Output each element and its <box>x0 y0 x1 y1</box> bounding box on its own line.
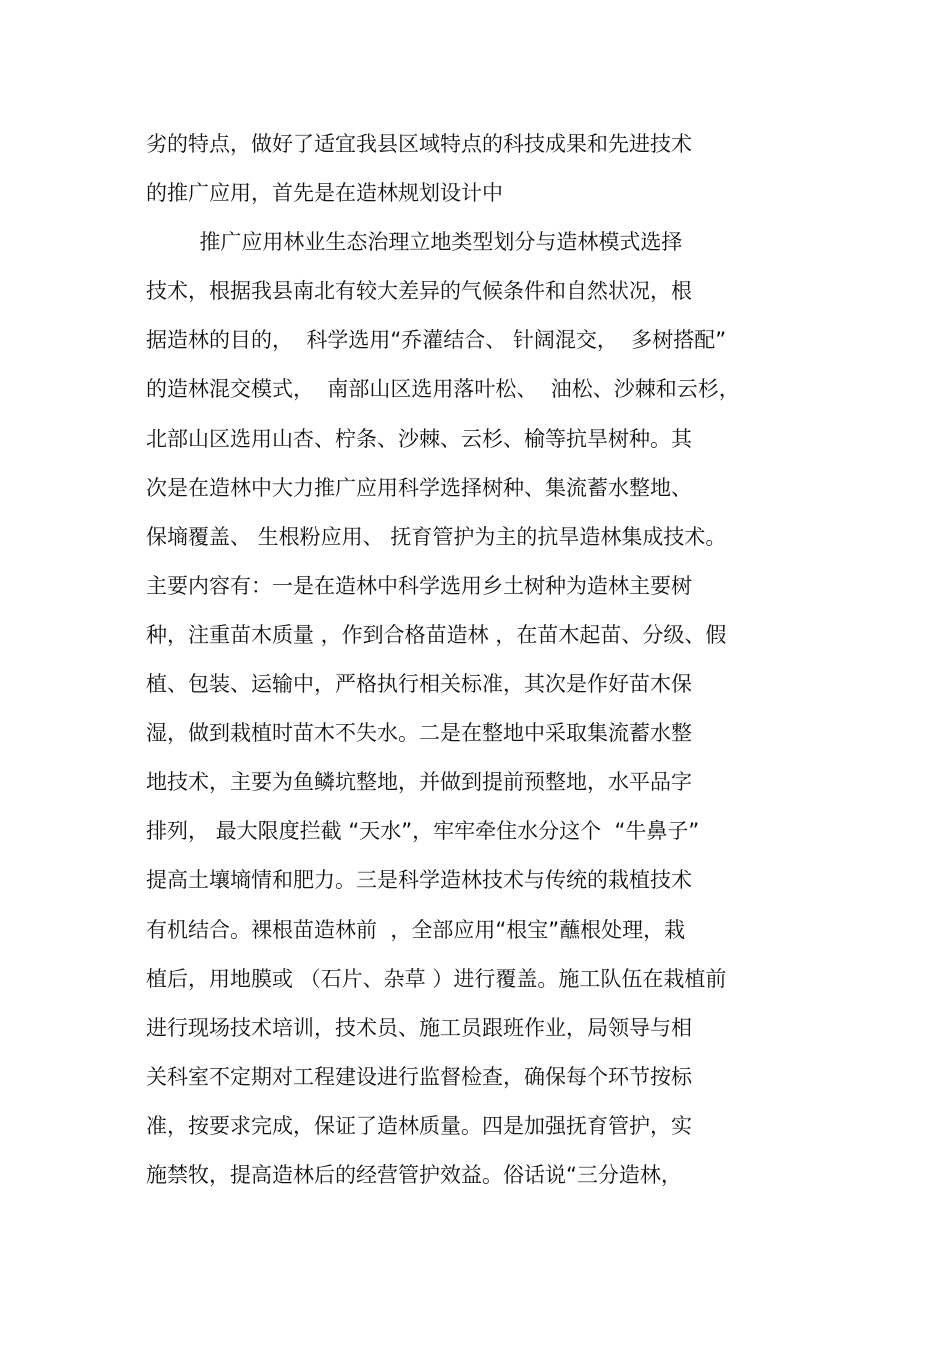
text-line: 的造林混交模式， 南部山区选用落叶松、 油松、沙棘和云杉， <box>146 377 740 402</box>
body-text <box>146 120 806 1200</box>
text-line: 进行现场技术培训，技术员、施工员跟班作业，局领导与相 <box>146 1015 692 1040</box>
text-line: 技术，根据我县南北有较大差异的气候条件和自然状况，根 <box>146 279 692 304</box>
text-line: 地技术，主要为鱼鳞坑整地，并做到提前预整地，水平品字 <box>146 770 692 795</box>
text-line: 施禁牧，提高造林后的经营管护效益。俗话说“三分造林， <box>146 1162 682 1187</box>
text-line: 排列， 最大限度拦截 “天水”，牢牢牵住水分这个 “牛鼻子” <box>146 819 700 844</box>
text-line: 植后，用地膜或 （石片、杂草 ）进行覆盖。施工队伍在栽植前 <box>146 966 727 991</box>
text-line: 据造林的目的， 科学选用“乔灌结合、 针阔混交， 多树搭配” <box>146 328 727 353</box>
text-line: 主要内容有：一是在造林中科学选用乡土树种为造林主要树 <box>146 573 692 598</box>
text-line: 有机结合。裸根苗造林前 ，全部应用“根宝”蘸根处理，栽 <box>146 917 686 942</box>
text-line: 劣的特点，做好了适宜我县区域特点的科技成果和先进技术 <box>146 132 692 156</box>
text-line: 保墒覆盖、 生根粉应用、 抚育管护为主的抗旱造林集成技术。 <box>146 524 727 549</box>
text-line: 提高土壤墒情和肥力。三是科学造林技术与传统的栽植技术 <box>146 868 692 893</box>
text-line: 的推广应用，首先是在造林规划设计中 <box>146 181 503 206</box>
text-line: 北部山区选用山杏、柠条、沙棘、云杉、榆等抗旱树种。其 <box>146 426 692 451</box>
text-line: 准，按要求完成，保证了造林质量。四是加强抚育管护，实 <box>146 1113 692 1138</box>
text-line: 关科室不定期对工程建设进行监督检查，确保每个环节按标 <box>146 1064 692 1089</box>
text-line: 植、包装、运输中，严格执行相关标准，其次是作好苗木保 <box>146 672 692 697</box>
text-line: 湿，做到栽植时苗木不失水。二是在整地中采取集流蓄水整 <box>146 721 692 746</box>
text-line: 推广应用林业生态治理立地类型划分与造林模式选择 <box>146 230 683 255</box>
text-line: 种，注重苗木质量 ，作到合格苗造林 ，在苗木起苗、分级、假 <box>146 622 727 647</box>
text-line: 次是在造林中大力推广应用科学选择树种、集流蓄水整地、 <box>146 475 692 500</box>
